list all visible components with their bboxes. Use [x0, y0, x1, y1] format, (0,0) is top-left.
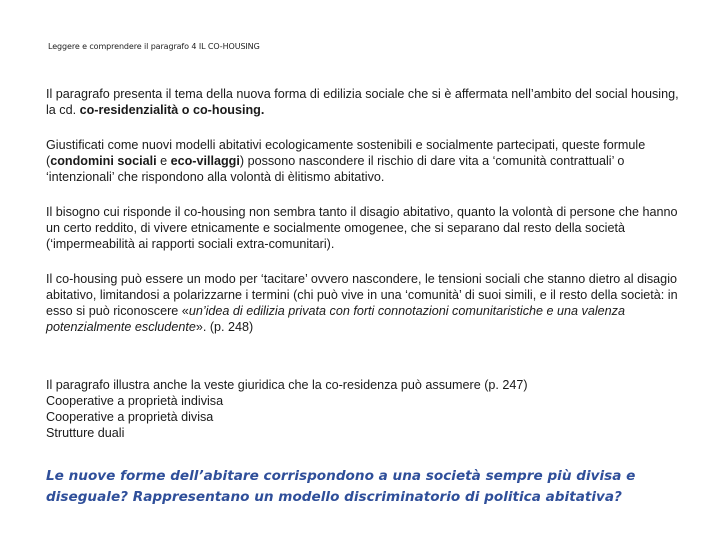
- page-header: Leggere e comprendere il paragrafo 4 IL CO-HOUSING: [48, 42, 260, 51]
- paragraph-justification: [46, 137, 686, 185]
- justification-text-2: e: [156, 154, 171, 168]
- legal-item: Cooperative a proprietà divisa: [46, 410, 214, 424]
- legal-intro: Il paragrafo illustra anche la veste giuridica che la co-residenza può assumere (p. 247): [46, 378, 528, 392]
- paragraph-tensions: [46, 271, 686, 335]
- paragraph-legal: [46, 377, 686, 441]
- justification-bold-1: condomini sociali: [50, 154, 157, 168]
- justification-bold-2: eco-villaggi: [170, 154, 240, 168]
- tensions-quote: un’idea di edilizia privata con forti connotazioni comunitaristiche e una valenza potenzialmente escludente: [46, 304, 625, 334]
- justification-text-1: Giustificati come nuovi modelli abitativi ecologicamente sostenibili e socialmente partecipati, queste formule (: [46, 138, 646, 168]
- paragraph-intro: [46, 86, 686, 118]
- tensions-text-2: ». (p. 248): [195, 320, 254, 334]
- closing-question: Le nuove forme dell’abitare corrispondono a una società sempre più divisa e diseguale? Rappresentano un modello discriminatorio di politica abitativa?: [46, 468, 636, 505]
- paragraph-need: [46, 204, 686, 252]
- legal-item: Strutture duali: [46, 426, 125, 440]
- intro-bold: co-residenzialità o co-housing.: [79, 103, 265, 117]
- legal-item: Cooperative a proprietà indivisa: [46, 394, 224, 408]
- tensions-text-1: Il co-housing può essere un modo per ‘tacitare’ ovvero nascondere, le tensioni sociali che stanno dietro al disagio abitativo, limitandosi a polarizzarne i termini (chi può vive in una ‘comunità’ di suoi simili, e il resto della società: in esso si può riconoscere «: [46, 272, 678, 318]
- intro-text: Il paragrafo presenta il tema della nuova forma di edilizia sociale che si è affermata nell’ambito del social housing, la cd.: [46, 87, 679, 117]
- need-text: Il bisogno cui risponde il co-housing non sembra tanto il disagio abitativo, quanto la volontà di persone che hanno un certo reddito, di vivere etnicamente e socialmente omogenee, che si separano dal resto della società (‘impermeabilità ai rapporti sociali extra-comunitari).: [46, 205, 678, 251]
- justification-text-3: ) possono nascondere il rischio di dare vita a ‘comunità contrattuali’ o ‘intenzionali’ che rispondono alla volontà di èlitismo abitativo.: [46, 154, 625, 184]
